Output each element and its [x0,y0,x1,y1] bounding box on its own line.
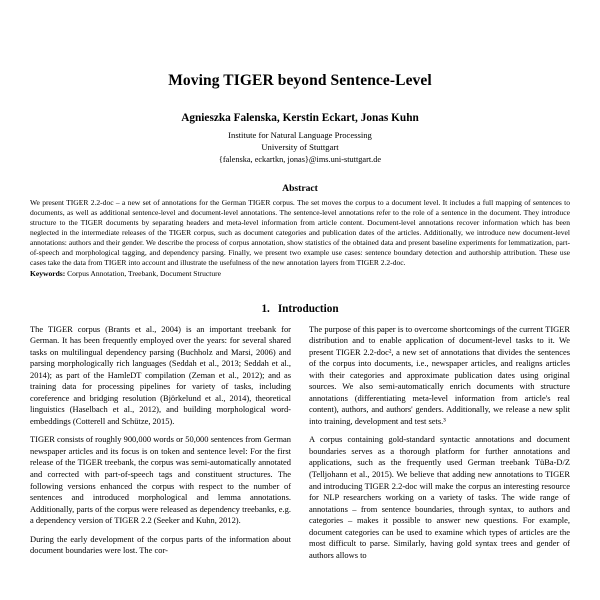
section-heading-introduction [30,279,570,324]
two-column-body [30,324,570,562]
paragraph: The TIGER corpus (Brants et al., 2004) is an important treebank for German. It has been frequently employed over the years: for several shared tasks on multilingual dependency parsing (Buchholz and Marsi, 2006) and parsing morphologically rich languages (Seddah et al., 2013; Seddah et al., 2014); as part of the HamleDT compilation (Zeman et al., 2012); and as training data for processing pipelines for variety of tasks, including coreference and bridging resolution (Björkelund et al., 2014), theoretical linguistics (Haselbach et al., 2012), and building morphological word-embeddings (Cotterell and Schütze, 2015). [30,323,291,426]
section-title: Introduction [277,302,339,315]
page-title: Moving TIGER beyond Sentence-Level [168,72,432,89]
paragraph: During the early development of the corpus parts of the information about document boundaries were lost. The cor- [30,533,291,556]
abstract-text: We present TIGER 2.2-doc – a new set of annotations for the German TIGER corpus. The set moves the corpus to a document level. It includes a full mapping of sentences to documents, as well as additional sentence-level and document-level annotations. The sentence-level annotations refer to the role of a sentence in the document. They introduce structure to the TIGER documents by separating headers and meta-level information from article content. Document-level annotations recover information which has been neglected in the intermediate releases of the TIGER corpus, such as document categories and publication dates of the articles. Additionally, we introduce new document-level annotations: authors and their gender. We describe the process of corpus annotation, show statistics of the obtained data and present baseline experiments for lemmatization, part-of-speech and morphological tagging, and dependency parsing. Finally, we present two example use cases: sentence boundary detection and authorship attribution. These use cases take the data from TIGER into account and illustrate the usefulness of the new annotation layers from TIGER 2.2-doc. [30,197,570,268]
affiliation-institute: Institute for Natural Language Processing [228,130,372,141]
contact-email: {falenska, eckartkn, jonas}@ims.uni-stuttgart.de [218,155,382,165]
paragraph: The purpose of this paper is to overcome shortcomings of the current TIGER distribution and to enable application of document-level tasks to it. We present TIGER 2.2-doc², a new set of annotations that divides the sentences of the corpus into documents, i.e., newspaper articles, and realigns articles with their categories and approximate publication dates using original sources. We also semi-automatically enrich documents with structure annotations (differentiating meta-level information from article's real content), authors, and authors' genders. Additionally, we release a new split into training, development and test sets.³ [309,323,570,426]
section-number: 1. [261,302,270,315]
paragraph: TIGER consists of roughly 900,000 words or 50,000 sentences from German newspaper articles and its focus is on token and sentence level: For the first release of the TIGER treebank, the corpus was semi-automatically annotated and corrected with part-of-speech tags and constituent structures. The following versions enhanced the corpus with respect to the number of sentences and introduced morphological and lemma annotations. Additionally, parts of the corpus were released as dependency treebanks, e.g. a dependency version of TIGER 2.2 (Seeker and Kuhn, 2012). [30,434,291,526]
right-column [309,324,570,562]
abstract-heading: Abstract [282,182,318,194]
left-column [30,324,291,557]
paragraph: A corpus containing gold-standard syntactic annotations and document boundaries serves as a thorough platform for further annotations and applications, such as the frequently used German treebank TüBa-D/Z (Telljohann et al., 2015). We believe that adding new annotations to TIGER and introducing TIGER 2.2-doc will make the corpus an interesting resource for NLP researchers working on a variety of tasks. The wide range of annotations – from sentence boundaries, through syntax, to authors and categories – makes it possible to answer new questions. For example, document categories can be used to examine which types of articles are the most difficult to parse. Similarly, having gold syntax trees and gender of authors allows to [309,434,570,560]
keywords-label: Keywords: [30,268,66,278]
author-list: Agnieszka Falenska, Kerstin Eckart, Jonas Kuhn [181,111,419,124]
affiliation-university: University of Stuttgart [261,141,339,152]
keywords-value: Corpus Annotation, Treebank, Document Structure [65,268,221,278]
keywords-line [30,269,570,279]
